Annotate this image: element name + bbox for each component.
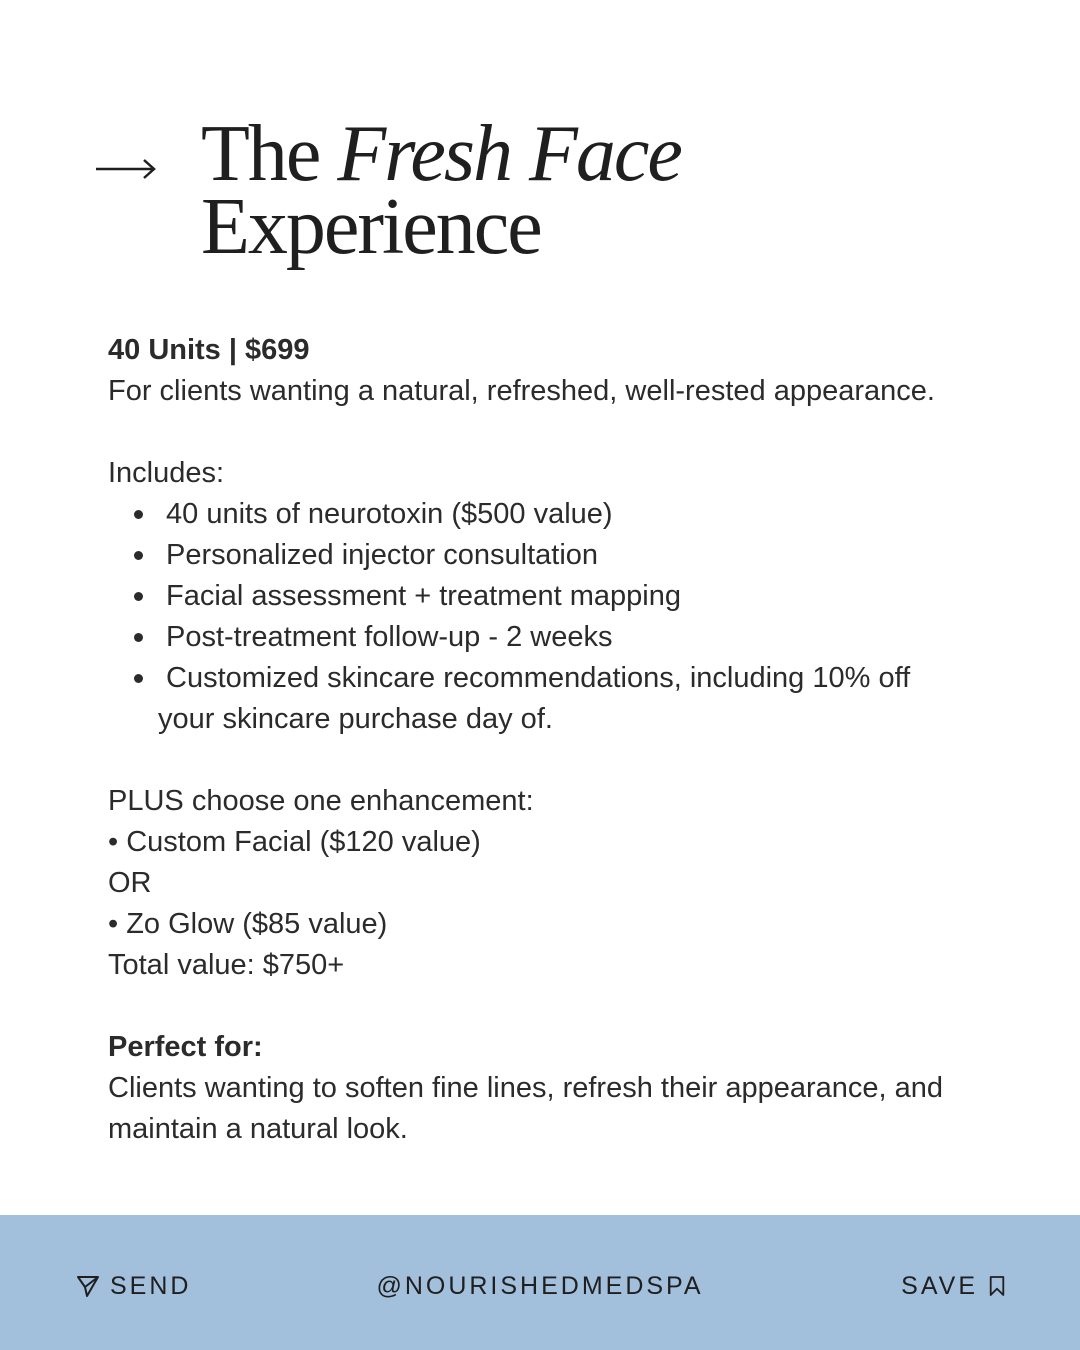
- list-item-continuation: your skincare purchase day of.: [158, 703, 553, 735]
- title-plain: The: [201, 110, 320, 198]
- arrow-right-icon: [95, 158, 157, 180]
- price-line: 40 Units | $699: [108, 334, 310, 366]
- perfect-for-label: Perfect for:: [108, 1031, 263, 1063]
- enhancement-1: • Custom Facial ($120 value): [108, 826, 481, 858]
- perfect-for-text-2: maintain a natural look.: [108, 1113, 408, 1145]
- list-item: Post-treatment follow-up - 2 weeks: [108, 617, 1048, 658]
- heading: [95, 110, 995, 288]
- send-label: SEND: [110, 1272, 192, 1300]
- description: For clients wanting a natural, refreshed, well-rested appearance.: [108, 375, 935, 407]
- handle-text: @NOURISHEDMEDSPA: [376, 1272, 704, 1300]
- page-title: [201, 110, 681, 271]
- list-item: 40 units of neurotoxin ($500 value): [108, 494, 1048, 535]
- includes-list: [108, 494, 1048, 740]
- save-label: SAVE: [901, 1272, 978, 1300]
- list-item: Personalized injector consultation: [108, 535, 1048, 576]
- title-italic: Fresh Face: [337, 110, 681, 198]
- save-button[interactable]: [901, 1271, 1006, 1301]
- title-line-2: Experience: [201, 183, 541, 271]
- or-label: OR: [108, 867, 152, 899]
- package-details: [108, 330, 1048, 1150]
- total-value: Total value: $750+: [108, 949, 345, 981]
- enhancement-2: • Zo Glow ($85 value): [108, 908, 388, 940]
- list-item: Facial assessment + treatment mapping: [108, 576, 1048, 617]
- includes-label: Includes:: [108, 457, 225, 489]
- perfect-for-text-1: Clients wanting to soften fine lines, refresh their appearance, and: [108, 1072, 944, 1104]
- plus-label: PLUS choose one enhancement:: [108, 785, 534, 817]
- bookmark-icon: [988, 1275, 1006, 1297]
- footer-bar: [0, 1215, 1080, 1350]
- list-item: Customized skincare recommendations, including 10% off your skincare purchase day of.: [108, 658, 1048, 740]
